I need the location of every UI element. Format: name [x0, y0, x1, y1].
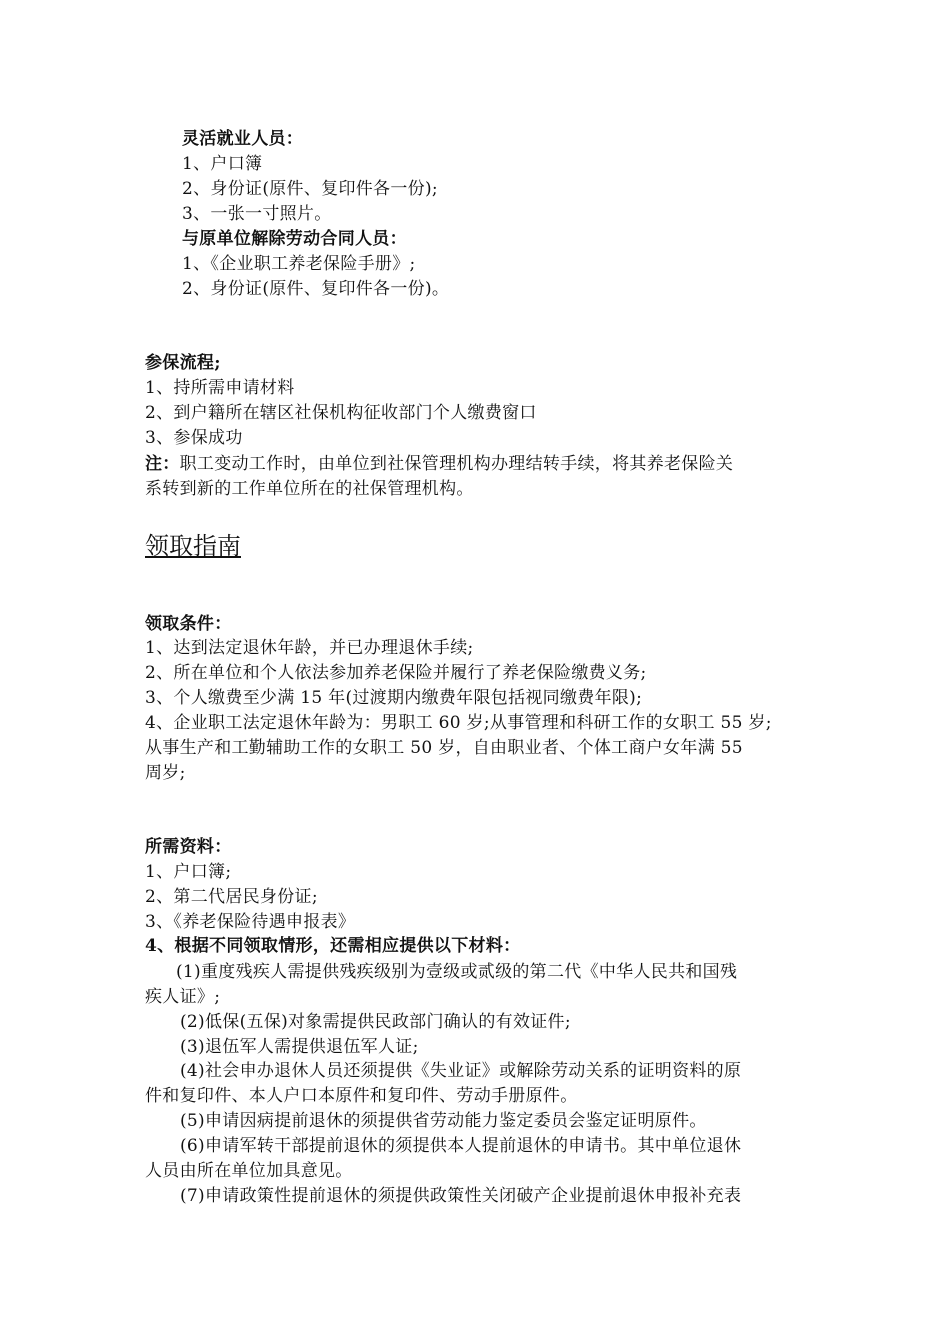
document-item-4: 4、根据不同领取情形，还需相应提供以下材料： [145, 936, 521, 956]
sub-item-3: (3)退伍军人需提供退伍军人证; [180, 1037, 419, 1057]
section-heading-collection-guide: 领取指南 [145, 532, 241, 560]
note-text: 职工变动工作时，由单位到社保管理机构办理结转手续，将其养老保险关 [179, 454, 734, 474]
flexible-item-2: 2、身份证(原件、复印件各一份); [182, 179, 438, 199]
sub-item-7-line-1: (7)申请政策性提前退休的须提供政策性关闭破产企业提前退休申报补充表 [180, 1186, 742, 1206]
condition-line-4: 4、企业职工法定退休年龄为：男职工 60 岁;从事管理和科研工作的女职工 55 岁; [145, 713, 772, 733]
document-item-2: 2、第二代居民身份证; [145, 887, 318, 907]
condition-line-5: 从事生产和工勤辅助工作的女职工 50 岁，自由职业者、个体工商户女年满 55 [145, 738, 743, 758]
sub-item-5: (5)申请因病提前退休的须提供省劳动能力鉴定委员会鉴定证明原件。 [180, 1111, 707, 1131]
flexible-item-1: 1、户口簿 [182, 154, 263, 174]
process-item-1: 1、持所需申请材料 [145, 378, 295, 398]
process-note-line-1 [145, 452, 733, 477]
sub-item-2: (2)低保(五保)对象需提供民政部门确认的有效证件; [180, 1012, 571, 1032]
terminated-item-2: 2、身份证(原件、复印件各一份)。 [182, 279, 450, 299]
sub-item-1-line-2: 疾人证》; [145, 987, 221, 1007]
document-item-1: 1、户口簿; [145, 862, 232, 882]
sub-item-4-line-2: 件和复印件、本人户口本原件和复印件、劳动手册原件。 [145, 1086, 578, 1106]
sub-item-6-line-2: 人员由所在单位加具意见。 [145, 1161, 353, 1181]
process-item-3: 3、参保成功 [145, 428, 243, 448]
condition-line-1: 1、达到法定退休年龄，并已办理退休手续; [145, 638, 474, 658]
process-note-line-2: 系转到新的工作单位所在的社保管理机构。 [145, 479, 474, 499]
terminated-item-1: 1、《企业职工养老保险手册》; [182, 254, 416, 274]
conditions-title: 领取条件： [145, 614, 232, 634]
condition-line-6: 周岁; [145, 763, 186, 783]
flexible-employment-title: 灵活就业人员： [182, 129, 304, 149]
terminated-contract-title: 与原单位解除劳动合同人员： [182, 229, 407, 249]
process-title: 参保流程; [145, 353, 221, 373]
condition-line-3: 3、个人缴费至少满 15 年(过渡期内缴费年限包括视同缴费年限); [145, 688, 643, 708]
document-item-3: 3、《养老保险待遇申报表》 [145, 912, 356, 932]
process-item-2: 2、到户籍所在辖区社保机构征收部门个人缴费窗口 [145, 403, 537, 423]
flexible-item-3: 3、一张一寸照片。 [182, 204, 332, 224]
documents-title: 所需资料： [145, 837, 232, 857]
sub-item-6-line-1: (6)申请军转干部提前退休的须提供本人提前退休的申请书。其中单位退休 [180, 1136, 742, 1156]
sub-item-4-line-1: (4)社会申办退休人员还须提供《失业证》或解除劳动关系的证明资料的原 [180, 1061, 742, 1081]
condition-line-2: 2、所在单位和个人依法参加养老保险并履行了养老保险缴费义务; [145, 663, 647, 683]
note-label: 注： [145, 454, 180, 474]
sub-item-1-line-1: (1)重度残疾人需提供残疾级别为壹级或贰级的第二代《中华人民共和国残 [176, 962, 738, 982]
